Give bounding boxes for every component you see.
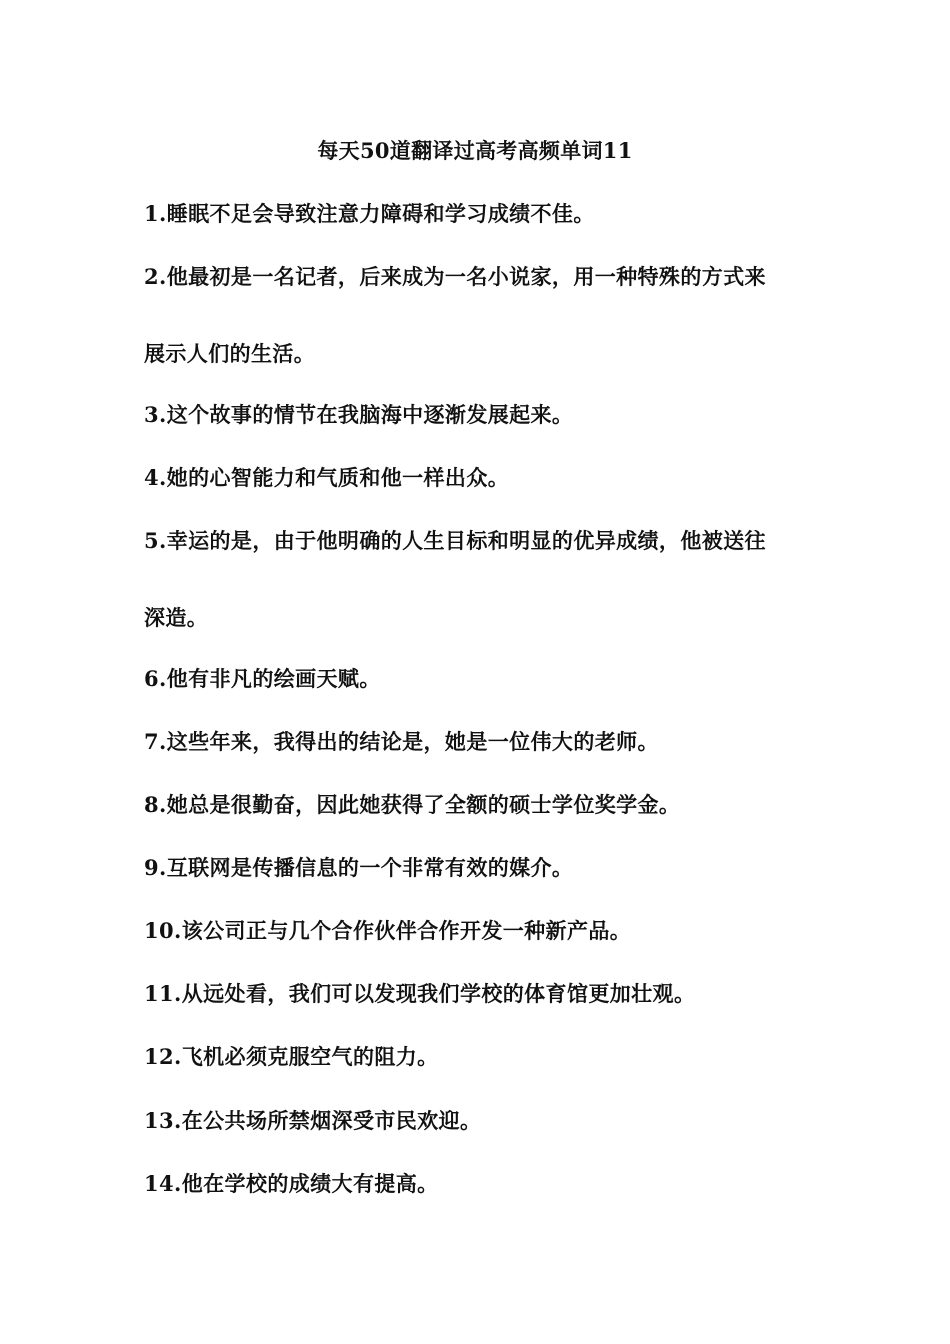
sentence-text-continued: 深造。: [144, 605, 209, 630]
sentence-1: [144, 199, 804, 229]
sentence-number: 11.: [144, 981, 182, 1006]
sentence-number: 14.: [144, 1171, 182, 1196]
sentence-text: 她总是很勤奋，因此她获得了全额的硕士学位奖学金。: [166, 792, 681, 817]
sentence-number: 4.: [144, 465, 167, 490]
sentence-3: [144, 400, 804, 430]
sentence-5-continued: [144, 603, 804, 633]
sentence-5: [144, 526, 804, 556]
sentence-text: 在公共场所禁烟深受市民欢迎。: [181, 1108, 482, 1133]
sentence-9: [144, 853, 804, 883]
sentence-number: 7.: [144, 729, 167, 754]
sentence-13: [144, 1106, 804, 1136]
sentence-number: 10.: [144, 918, 182, 943]
sentence-number: 5.: [144, 528, 167, 553]
sentence-number: 8.: [144, 792, 167, 817]
sentence-text: 他最初是一名记者，后来成为一名小说家，用一种特殊的方式来: [166, 264, 766, 289]
page-title: 每天50道翻译过高考高频单词11: [317, 138, 633, 163]
sentence-text: 他有非凡的绘画天赋。: [166, 666, 381, 691]
sentence-number: 12.: [144, 1044, 182, 1069]
sentence-6: [144, 664, 804, 694]
sentence-number: 9.: [144, 855, 167, 880]
sentence-7: [144, 727, 804, 757]
sentence-text: 从远处看，我们可以发现我们学校的体育馆更加壮观。: [181, 981, 696, 1006]
sentence-number: 1.: [144, 201, 167, 226]
sentence-text: 飞机必须克服空气的阻力。: [181, 1044, 439, 1069]
sentence-2-continued: [144, 339, 804, 369]
sentence-14: [144, 1169, 804, 1199]
sentence-number: 2.: [144, 264, 167, 289]
sentence-text-continued: 展示人们的生活。: [144, 341, 316, 366]
sentence-text: 这些年来，我得出的结论是，她是一位伟大的老师。: [166, 729, 659, 754]
sentence-10: [144, 916, 804, 946]
sentence-number: 13.: [144, 1108, 182, 1133]
sentence-text: 互联网是传播信息的一个非常有效的媒介。: [166, 855, 574, 880]
sentence-12: [144, 1042, 804, 1072]
sentence-8: [144, 790, 804, 820]
sentence-text: 他在学校的成绩大有提高。: [181, 1171, 439, 1196]
sentence-text: 她的心智能力和气质和他一样出众。: [166, 465, 510, 490]
sentence-2: [144, 262, 804, 292]
sentence-text: 该公司正与几个合作伙伴合作开发一种新产品。: [181, 918, 632, 943]
sentence-number: 6.: [144, 666, 167, 691]
sentence-11: [144, 979, 804, 1009]
sentence-text: 睡眠不足会导致注意力障碍和学习成绩不佳。: [166, 201, 595, 226]
sentence-text: 幸运的是，由于他明确的人生目标和明显的优异成绩，他被送往: [166, 528, 766, 553]
sentence-text: 这个故事的情节在我脑海中逐渐发展起来。: [166, 402, 574, 427]
sentence-4: [144, 463, 804, 493]
sentence-number: 3.: [144, 402, 167, 427]
